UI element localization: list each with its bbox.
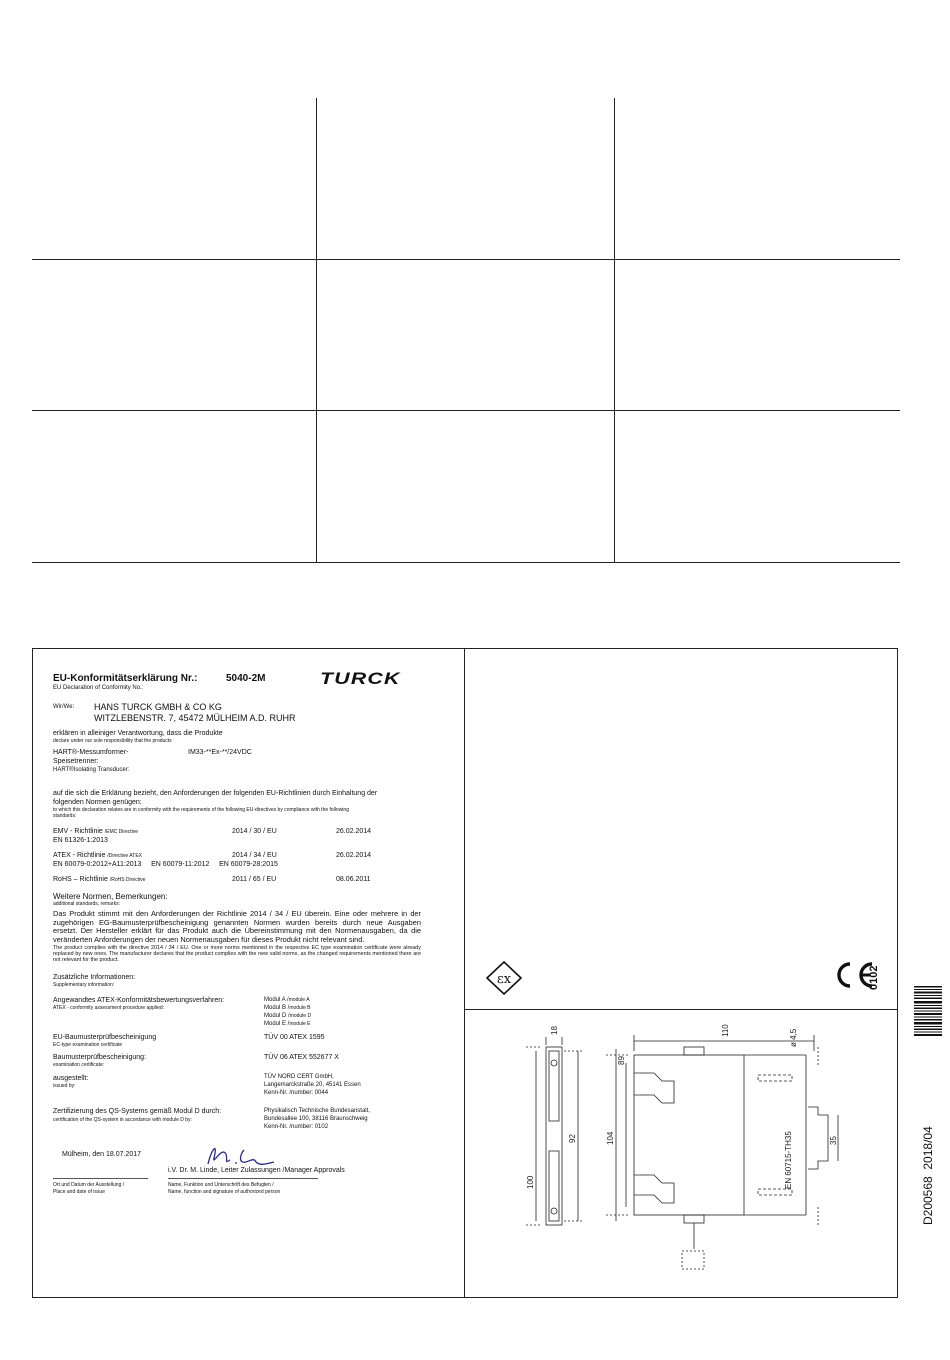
ex-hexagon-icon — [484, 960, 524, 996]
ec-cert-label: EU-Baumusterprüfbescheinigung — [53, 1034, 157, 1041]
dimension-drawing — [466, 1011, 896, 1296]
dim-hole: ø 4,5 — [789, 1028, 798, 1047]
footer-right-2: Name, function and signature of authorized person — [168, 1189, 281, 1195]
atex-ref: 2014 / 34 / EU — [232, 852, 277, 859]
directives-intro-en-2: standards: — [53, 813, 77, 819]
rohs-date: 08.06.2011 — [336, 876, 371, 883]
turck-logo: TURCK — [320, 669, 401, 688]
product-name-1: HART®-Messumformer- — [53, 749, 129, 756]
rail-label: EN 60715-TH35 — [784, 1131, 793, 1189]
issued-line-2: Langemarckstraße 20, 45141 Essen — [264, 1082, 361, 1088]
declare-en: declare under our sole responsibility that the products — [53, 738, 172, 744]
emv-ref: 2014 / 30 / EU — [232, 828, 277, 835]
qs-line-2: Bundesallee 100, 38116 Braunschweig — [264, 1116, 368, 1122]
exam-label-en: examination certificate: — [53, 1062, 105, 1068]
further-title-en: additional standards, remarks: — [53, 901, 120, 907]
issued-line-3: Kenn-Nr. /number: 0044 — [264, 1090, 329, 1096]
manufacturer-name: HANS TURCK GMBH & CO KG — [94, 702, 222, 712]
ec-cert-label-en: EC-type examination certificate — [53, 1042, 123, 1048]
qs-line-1: Physikalisch Technische Bundesanstalt, — [264, 1108, 370, 1114]
certificate-subtitle: EU Declaration of Conformity No.: — [53, 685, 144, 691]
issued-line-1: TÜV NORD CERT GmbH, — [264, 1074, 334, 1080]
manufacturer-label: Wir/We: — [53, 704, 75, 710]
exam-value: TÜV 06 ATEX 552677 X — [264, 1054, 339, 1061]
emv-label: EMV - Richtlinie /EMC Directive — [53, 828, 139, 835]
declare-de: erklären in alleiniger Verantwortung, dass die Produkte — [53, 730, 223, 737]
directives-intro-de-1: auf die sich die Erklärung bezieht, den Anforderungen der folgenden EU-Richtlinien durch Einhaltung der — [53, 790, 378, 797]
further-title: Weitere Normen, Bemerkungen: — [53, 892, 168, 901]
module-e: Modul E /module E — [264, 1021, 311, 1027]
footer-left-2: Place and date of issue — [53, 1189, 105, 1195]
emv-date: 26.02.2014 — [336, 828, 372, 835]
dim-104: 104 — [606, 1131, 615, 1145]
module-d: Modul D /module D — [264, 1013, 312, 1019]
further-paragraph-en: The product complies with the directive 2014 / 34 / EU. One or more norms mentioned in the respective EC type examination certificate were already replaced by new ones. The manufacturer declares that the product complies with the new valid norms, as the changed requirements mentioned there are not relevant for the product. — [53, 945, 421, 964]
qs-label-en: certification of the QS-system in accordance with module D by: — [53, 1117, 192, 1123]
footer-right-1: Name, Funktion und Unterschrift des Befugten / — [168, 1182, 274, 1188]
dim-92: 92 — [568, 1134, 577, 1143]
module-b: Modul B /module B — [264, 1005, 311, 1011]
ec-cert-value: TÜV 00 ATEX 1595 — [264, 1034, 325, 1041]
module-a: Modul A /module A — [264, 997, 310, 1003]
supplementary-title-en: Supplementary information: — [53, 982, 115, 988]
atex-standards: EN 60079-0:2012+A11:2013 EN 60079-11:2012 EN 60079-28:2015 — [53, 861, 278, 868]
procedure-label-en: ATEX - conformity assessment procedure applied: — [53, 1005, 165, 1011]
ce-notified-body: 0102 — [868, 965, 880, 990]
manufacturer-address: WITZLEBENSTR. 7, 45472 MÜLHEIM A.D. RUHR — [94, 713, 296, 723]
further-paragraph-de: Das Produkt stimmt mit den Anforderungen der Richtlinie 2014 / 34 / EU überein. Eine oder mehrere in der zugehörigen EG-Baumusterprüfbescheinigung genannten Normen wurden bereits durch neue Ausgaben ersetzt. Der Hersteller erklärt für das Produkt auch die Übereinstimmung mit den Normenausgaben, da die veränderten Anforderungen der neuen Normenausgaben für dieses Produkt nicht relevant sind. — [53, 909, 421, 944]
dim-35: 35 — [829, 1136, 838, 1145]
rohs-ref: 2011 / 65 / EU — [232, 876, 277, 883]
dim-110: 110 — [721, 1024, 730, 1037]
product-type: IM33-**Ex-**/24VDC — [188, 749, 252, 756]
issued-label: ausgestellt: — [53, 1075, 89, 1082]
dim-89: 89 — [617, 1056, 626, 1065]
dim-100: 100 — [526, 1175, 535, 1189]
rohs-label: RoHS – Richtlinie /RoHS Directive — [53, 876, 146, 883]
directives-intro-en-1: to which this declaration relates are in conformity with the requirements of the following EU-directives by compliance with the following — [53, 807, 349, 813]
footer-left-1: Ort und Datum der Ausstellung / — [53, 1182, 125, 1188]
svg-text:εx: εx — [496, 972, 512, 987]
qs-line-3: Kenn-Nr. /number: 0102 — [264, 1124, 329, 1130]
supplementary-title: Zusätzliche Informationen: — [53, 974, 136, 981]
issued-label-en: issued by: — [53, 1083, 76, 1089]
place-date: Mülheim, den 18.07.2017 — [62, 1151, 141, 1158]
certificate-title: EU-Konformitätserklärung Nr.: — [53, 673, 198, 684]
atex-date: 26.02.2014 — [336, 852, 372, 859]
qs-label: Zertifizierung des QS-Systems gemäß Modul D durch: — [53, 1108, 222, 1115]
product-name-en: HART®Isolating Transducer: — [53, 767, 130, 773]
emv-standards: EN 61326-1:2013 — [53, 837, 108, 844]
product-name-2: Speisetrenner: — [53, 758, 99, 765]
directives-intro-de-2: folgenden Normen genügen: — [53, 799, 142, 806]
document-code: D200568 2018/04 — [921, 1126, 935, 1225]
exam-label: Baumusterprüfbescheinigung: — [53, 1054, 147, 1061]
certificate-number: 5040-2M — [226, 673, 266, 684]
atex-label: ATEX - Richtlinie /Directive ATEX — [53, 852, 142, 859]
dim-18: 18 — [550, 1026, 559, 1035]
signer: i.V. Dr. M. Linde, Leiter Zulassungen /Manager Approvals — [168, 1167, 345, 1174]
procedure-label: Angewandtes ATEX-Konformitätsbewertungsverfahren: — [53, 997, 225, 1004]
barcode — [912, 986, 944, 1038]
